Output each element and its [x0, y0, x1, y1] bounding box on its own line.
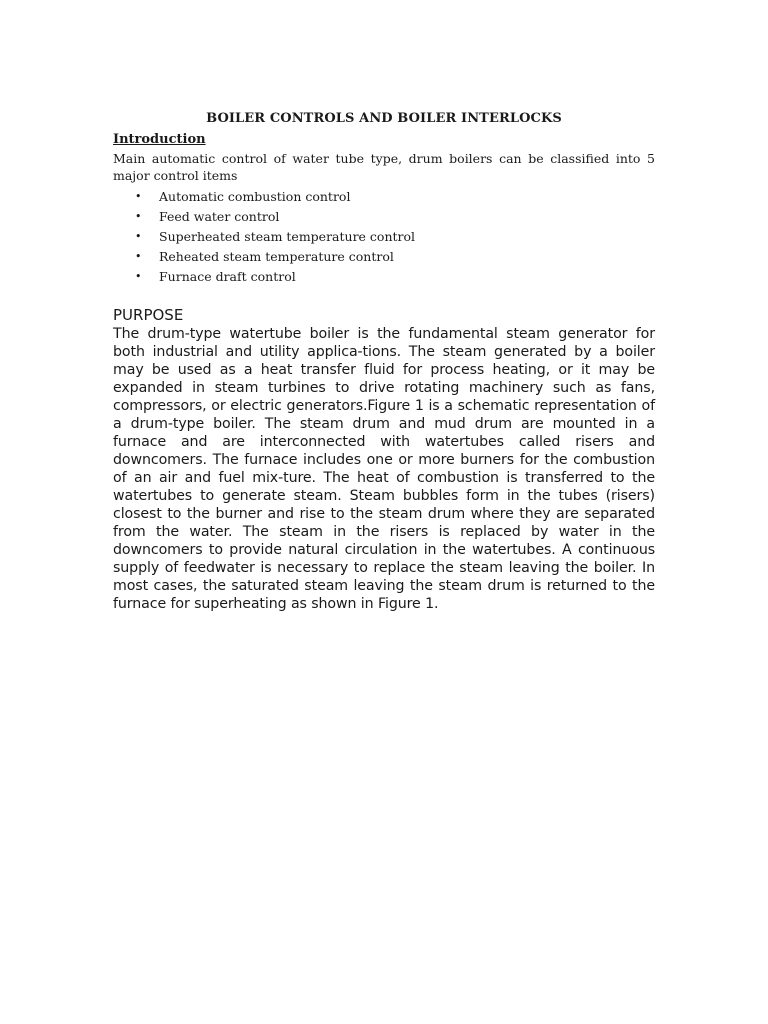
purpose-paragraph: The drum-type watertube boiler is the fundamental steam generator for both industrial and utility applica-tions. The steam generated by a boiler may be used as a heat transfer fluid for process heating, or it may be expanded in steam turbines to drive rotating machinery such as fans, compressors, or electric generators.Figure 1 is a schematic representation of a drum-type boiler. The steam drum and mud drum are mounted in a furnace and are interconnected with watertubes called risers and downcomers. The furnace includes one or more burners for the combustion of an air and fuel mix-ture. The heat of combustion is transferred to the watertubes to generate steam. Steam bubbles form in the tubes (risers) closest to the burner and rise to the steam drum where they are separated from the water. The steam in the risers is replaced by water in the downcomers to provide natural circulation in the watertubes. A continuous supply of feedwater is necessary to replace the steam leaving the boiler. In most cases, the saturated steam leaving the steam drum is returned to the furnace for superheating as shown in Figure 1.	[113, 326, 655, 612]
purpose-section	[113, 305, 655, 613]
document-page	[113, 110, 655, 613]
list-item-text: Furnace draft control	[159, 269, 296, 284]
list-item	[113, 187, 655, 207]
list-item-text: Superheated steam temperature control	[159, 229, 416, 244]
bullet-icon: •	[135, 210, 142, 223]
control-items-list	[113, 187, 655, 287]
list-item	[113, 247, 655, 267]
list-item-text: Automatic combustion control	[159, 189, 351, 204]
list-item-text: Reheated steam temperature control	[159, 249, 394, 264]
introduction-section	[113, 131, 655, 287]
bullet-icon: •	[135, 230, 142, 243]
list-item-text: Feed water control	[159, 209, 280, 224]
list-item	[113, 207, 655, 227]
bullet-icon: •	[135, 190, 142, 203]
list-item	[113, 267, 655, 287]
list-item	[113, 227, 655, 247]
purpose-heading: PURPOSE	[113, 306, 184, 324]
bullet-icon: •	[135, 270, 142, 283]
document-title: BOILER CONTROLS AND BOILER INTERLOCKS	[206, 111, 562, 126]
bullet-icon: •	[135, 250, 142, 263]
introduction-heading: Introduction	[113, 132, 206, 147]
introduction-paragraph: Main automatic control of water tube type, drum boilers can be classified into 5 major control items	[113, 151, 655, 183]
